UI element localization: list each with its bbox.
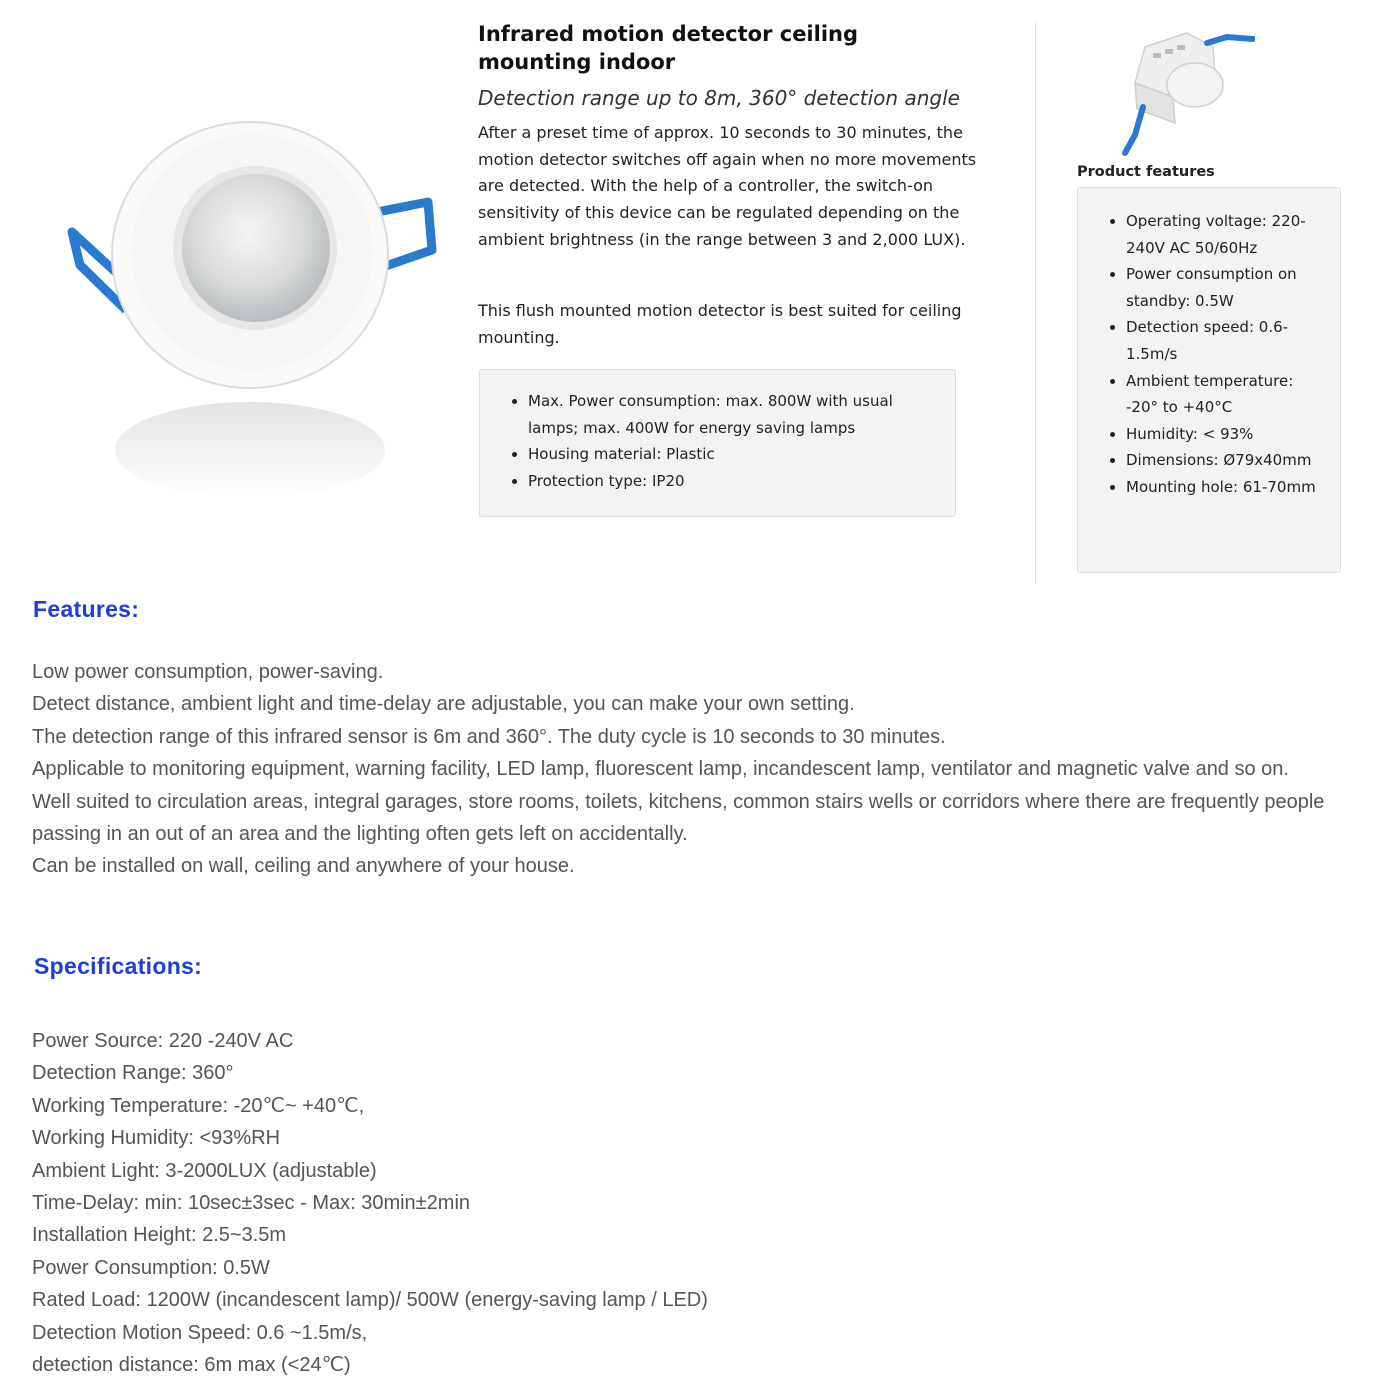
list-item: • Power consumption on standby: 0.5W	[1126, 261, 1326, 314]
product-description: After a preset time of approx. 10 seconds to 30 minutes, the motion detector switches off again when no more movements are detected. With the help of a controller, the switch-on sensitivity of this device can be regulated depending on the ambient brightness (in the range between 3 and 2,000 LUX).	[478, 123, 977, 249]
list-item: • Dimensions: Ø79x40mm	[1126, 447, 1326, 474]
motion-detector-product-image	[60, 110, 450, 510]
list-item: • Detection speed: 0.6-1.5m/s	[1126, 314, 1326, 367]
spec-line: Detection Range: 360°	[32, 1062, 234, 1085]
spec-line: Working Humidity: <93%RH	[32, 1127, 281, 1150]
product-features-title: Product features	[1077, 164, 1215, 180]
spec-line: Ambient Light: 3-2000LUX (adjustable)	[32, 1159, 377, 1182]
product-description-mounting: This flush mounted motion detector is best suited for ceiling mounting.	[478, 301, 962, 347]
list-item: • Housing material: Plastic	[528, 441, 935, 468]
list-item: • Operating voltage: 220-240V AC 50/60Hz	[1126, 208, 1326, 261]
product-subtitle: Detection range up to 8m, 360° detection angle	[478, 86, 960, 110]
list-item: • Ambient temperature: -20° to +40°C	[1126, 368, 1326, 421]
product-features-box	[1077, 187, 1341, 573]
features-line: Applicable to monitoring equipment, warning facility, LED lamp, fluorescent lamp, incandescent lamp, ventilator and magnetic valve and so on.	[32, 758, 1289, 781]
list-item: • Protection type: IP20	[528, 468, 935, 495]
features-list	[32, 656, 1372, 883]
specifications-list	[32, 1025, 1032, 1381]
features-line: Can be installed on wall, ceiling and anywhere of your house.	[32, 855, 575, 878]
list-item: • Mounting hole: 61-70mm	[1126, 474, 1326, 501]
sensor-side-image	[1095, 25, 1255, 160]
product-features-list	[1078, 188, 1340, 501]
product-title: Infrared motion detector ceiling mounting indoor	[478, 22, 859, 74]
spec-line: Installation Height: 2.5~3.5m	[32, 1224, 287, 1247]
specifications-heading: Specifications:	[34, 953, 203, 979]
spec-line: Power Consumption: 0.5W	[32, 1256, 270, 1279]
features-line: Detect distance, ambient light and time-delay are adjustable, you can make your own setting.	[32, 693, 855, 716]
spec-line: Rated Load: 1200W (incandescent lamp)/ 500W (energy-saving lamp / LED)	[32, 1289, 708, 1312]
features-line: The detection range of this infrared sensor is 6m and 360°. The duty cycle is 10 seconds to 30 minutes.	[32, 725, 946, 748]
spec-line: Working Temperature: -20℃~ +40℃,	[32, 1094, 365, 1117]
features-line: Well suited to circulation areas, integral garages, store rooms, toilets, kitchens, common stairs wells or corridors where there are frequently people passing in an out of an area and the lighting often gets left on accidentally.	[32, 790, 1325, 846]
key-specs-list	[480, 370, 955, 494]
column-divider	[1035, 22, 1036, 584]
features-line: Low power consumption, power-saving.	[32, 661, 384, 683]
spec-line: detection distance: 6m max (<24℃)	[32, 1354, 351, 1377]
list-item: • Humidity: < 93%	[1126, 421, 1326, 448]
list-item: • Max. Power consumption: max. 800W with usual lamps; max. 400W for energy saving lamps	[528, 388, 935, 441]
spec-line: Power Source: 220 -240V AC	[32, 1030, 294, 1052]
features-heading: Features:	[33, 596, 140, 622]
spec-line: Detection Motion Speed: 0.6 ~1.5m/s,	[32, 1321, 368, 1344]
key-specs-box	[479, 369, 956, 517]
spec-line: Time-Delay: min: 10sec±3sec - Max: 30min±2min	[32, 1192, 471, 1215]
